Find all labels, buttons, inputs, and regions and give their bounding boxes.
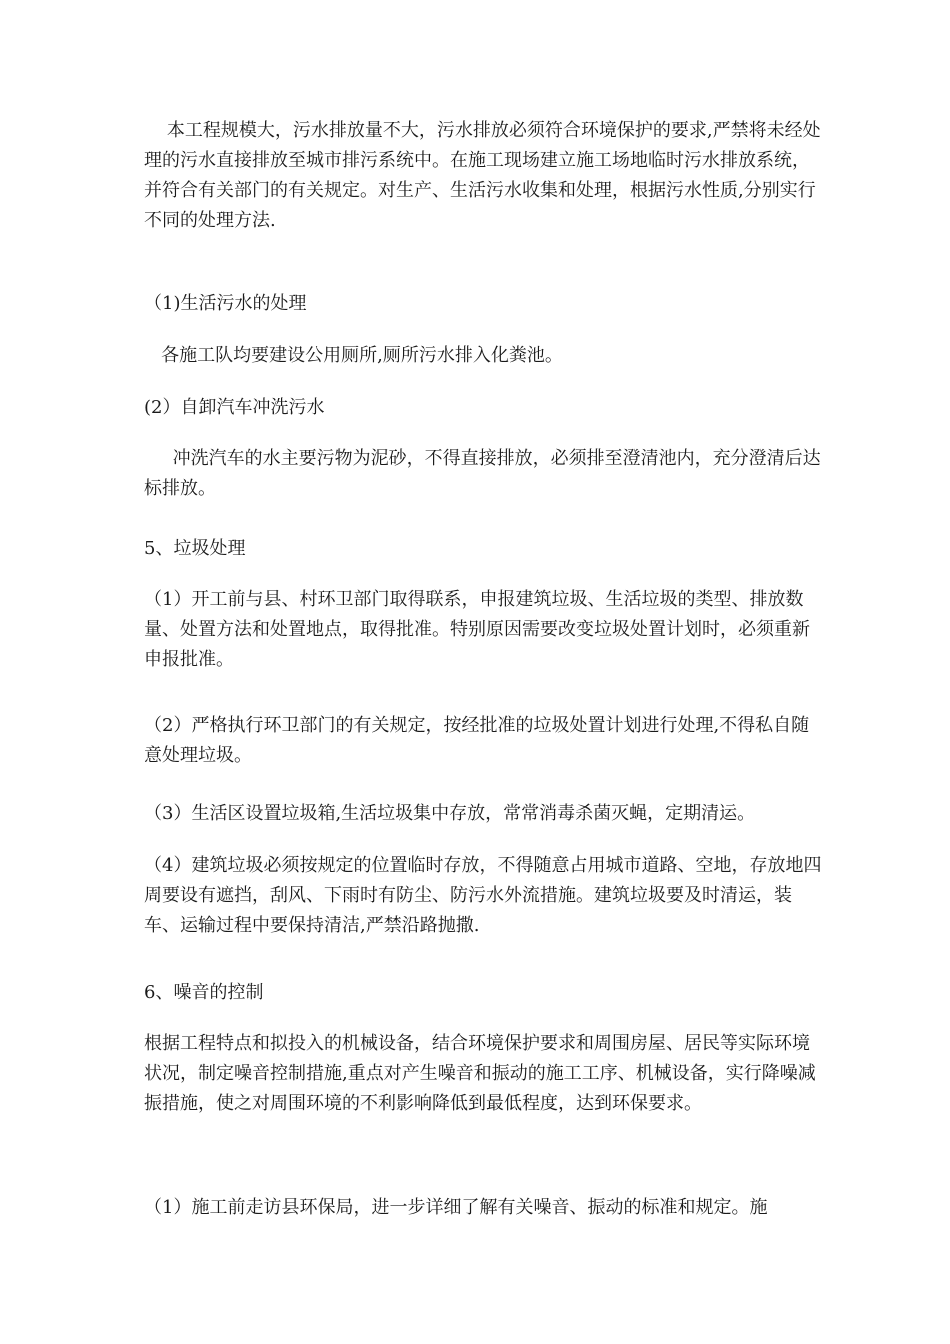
paragraph-garbage-3: （3）生活区设置垃圾箱,生活垃圾集中存放，常常消毒杀菌灭蝇，定期清运。 xyxy=(144,803,756,824)
paragraph-garbage-1: （1）开工前与县、村环卫部门取得联系，申报建筑垃圾、生活垃圾的类型、排放数量、处置方法和处置地点，取得批准。特别原因需要改变垃圾处置计划时，必须重新申报批准。 xyxy=(144,589,810,670)
heading-domestic-sewage: （1)生活污水的处理 xyxy=(144,293,307,314)
paragraph-toilets: 各施工队均要建设公用厕所,厕所污水排入化粪池。 xyxy=(144,345,563,366)
paragraph-truck-washing: 冲洗汽车的水主要污物为泥砂，不得直接排放，必须排至澄清池内，充分澄清后达标排放。 xyxy=(144,448,821,499)
paragraph-noise-1: （1）施工前走访县环保局，进一步详细了解有关噪音、振动的标准和规定。施 xyxy=(144,1197,768,1218)
paragraph-garbage-2: （2）严格执行环卫部门的有关规定，按经批准的垃圾处置计划进行处理,不得私自随意处理垃圾。 xyxy=(144,715,810,766)
paragraph-noise-intro: 根据工程特点和拟投入的机械设备，结合环境保护要求和周围房屋、居民等实际环境状况，制定噪音控制措施,重点对产生噪音和振动的施工工序、机械设备，实行降噪减振措施，使之对周围环境的不利影响降低到最低程度，达到环保要求。 xyxy=(144,1033,816,1114)
heading-noise-control: 6、噪音的控制 xyxy=(144,982,264,1003)
paragraph-garbage-4: （4）建筑垃圾必须按规定的位置临时存放，不得随意占用城市道路、空地，存放地四周要设有遮挡，刮风、下雨时有防尘、防污水外流措施。建筑垃圾要及时清运，装车、运输过程中要保持清洁,严禁沿路抛撒. xyxy=(144,855,822,936)
paragraph-sewage-intro: 本工程规模大，污水排放量不大，污水排放必须符合环境保护的要求,严禁将未经处理的污水直接排放至城市排污系统中。在施工现场建立施工场地临时污水排放系统，并符合有关部门的有关规定。对生产、生活污水收集和处理，根据污水性质,分别实行不同的处理方法. xyxy=(144,120,821,231)
heading-truck-washing: (2）自卸汽车冲洗污水 xyxy=(144,397,325,418)
heading-garbage-treatment: 5、垃圾处理 xyxy=(144,538,246,559)
